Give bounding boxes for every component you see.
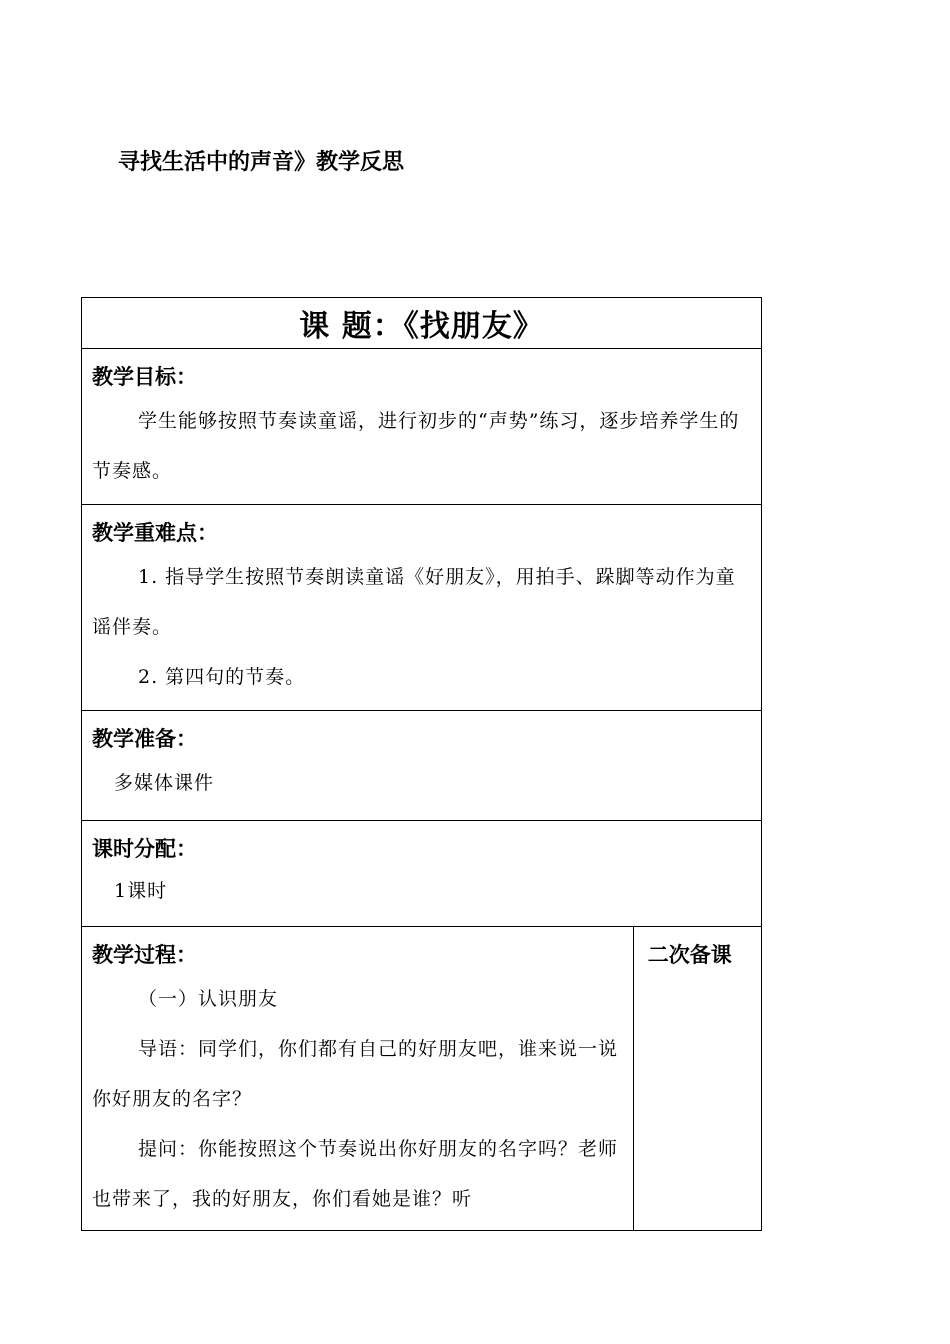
- objectives-section: [82, 349, 762, 505]
- lesson-plan-table: [81, 297, 762, 1231]
- preparation-text: 多媒体课件: [114, 772, 215, 794]
- preparation-heading: 教学准备：: [92, 727, 197, 751]
- time-allocation-text: 1课时: [114, 880, 168, 902]
- process-paragraph: 导语：同学们，你们都有自己的好朋友吧，谁来说一说你好朋友的名字？: [92, 1038, 619, 1110]
- process-section: [82, 927, 634, 1231]
- objectives-text: 学生能够按照节奏读童谣，进行初步的“声势”练习，逐步培养学生的节奏感。: [92, 410, 740, 482]
- key-points-section: [82, 505, 762, 711]
- key-point-item: 2. 第四句的节奏。: [138, 666, 306, 688]
- time-allocation-section: [82, 821, 762, 927]
- process-heading: 教学过程：: [92, 943, 197, 967]
- process-paragraph: 提问：你能按照这个节奏说出你好朋友的名字吗？老师也带来了，我的好朋友，你们看她是谁？听: [92, 1138, 619, 1210]
- objectives-heading: 教学目标：: [92, 365, 197, 389]
- key-point-item: 1. 指导学生按照节奏朗读童谣《好朋友》，用拍手、跺脚等动作为童谣伴奏。: [92, 566, 736, 638]
- document-title: 寻找生活中的声音》教学反思: [118, 150, 405, 175]
- second-preparation-column: [633, 927, 761, 1231]
- second-preparation-heading: 二次备课: [647, 943, 732, 967]
- key-points-heading: 教学重难点：: [92, 521, 218, 545]
- lesson-topic: 课 题：《找朋友》: [82, 298, 762, 349]
- process-paragraph: （一）认识朋友: [138, 988, 279, 1010]
- preparation-section: [82, 711, 762, 821]
- time-allocation-heading: 课时分配：: [92, 837, 197, 861]
